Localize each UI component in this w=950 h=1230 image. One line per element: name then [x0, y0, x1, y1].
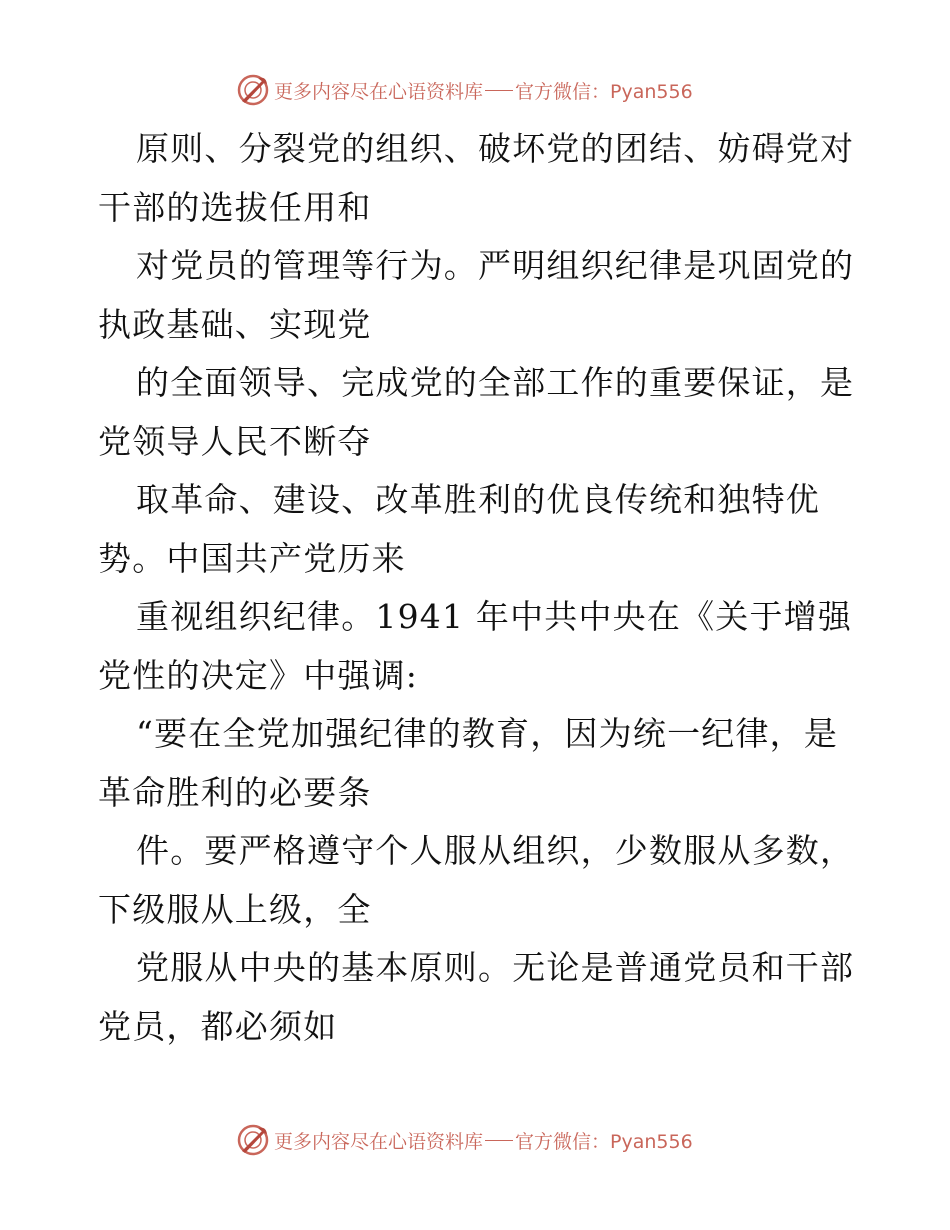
text-line: 革命胜利的必要条: [98, 772, 372, 812]
watermark-wechat: 官方微信：Pyan556: [515, 80, 693, 103]
paragraph: [98, 939, 858, 1056]
text-line: 的全面领导、完成党的全部工作的重要保证，是: [136, 363, 855, 402]
quill-logo-icon: [236, 73, 270, 107]
watermark-separator: [485, 1140, 513, 1141]
header-watermark: [236, 72, 693, 108]
watermark-wechat: 官方微信：Pyan556: [515, 1130, 693, 1153]
text-line: 取革命、建设、改革胜利的优良传统和独特优: [136, 480, 820, 519]
paragraph: [98, 120, 858, 237]
text-line: 势。中国共产党历来: [98, 538, 406, 578]
text-line: 党性的决定》中强调:: [98, 655, 419, 695]
footer-watermark: [236, 1122, 693, 1158]
quill-logo-icon: [236, 1123, 270, 1157]
paragraph: [98, 237, 858, 354]
text-line: 党员，都必须如: [98, 1006, 338, 1046]
document-body: [98, 120, 858, 1056]
paragraph: [98, 354, 858, 471]
paragraph: [98, 705, 858, 822]
text-line: 干部的选拔任用和: [98, 187, 372, 227]
paragraph: [98, 822, 858, 939]
paragraph: [98, 471, 858, 588]
text-line: “要在全党加强纪律的教育，因为统一纪律，是: [136, 714, 839, 753]
watermark-separator: [485, 90, 513, 91]
text-line: 下级服从上级，全: [98, 889, 372, 929]
paragraph: [98, 588, 858, 705]
text-line: 原则、分裂党的组织、破坏党的团结、妨碍党对: [136, 129, 855, 168]
text-line: 党领导人民不断夺: [98, 421, 372, 461]
text-line: 重视组织纪律。1941 年中共中央在《关于增强: [136, 597, 853, 636]
watermark-text: 更多内容尽在心语资料库: [274, 80, 484, 103]
watermark-text: 更多内容尽在心语资料库: [274, 1130, 484, 1153]
text-line: 对党员的管理等行为。严明组织纪律是巩固党的: [136, 246, 855, 285]
text-line: 党服从中央的基本原则。无论是普通党员和干部: [136, 948, 855, 987]
text-line: 件。要严格遵守个人服从组织，少数服从多数，: [136, 831, 855, 870]
text-line: 执政基础、实现党: [98, 304, 372, 344]
